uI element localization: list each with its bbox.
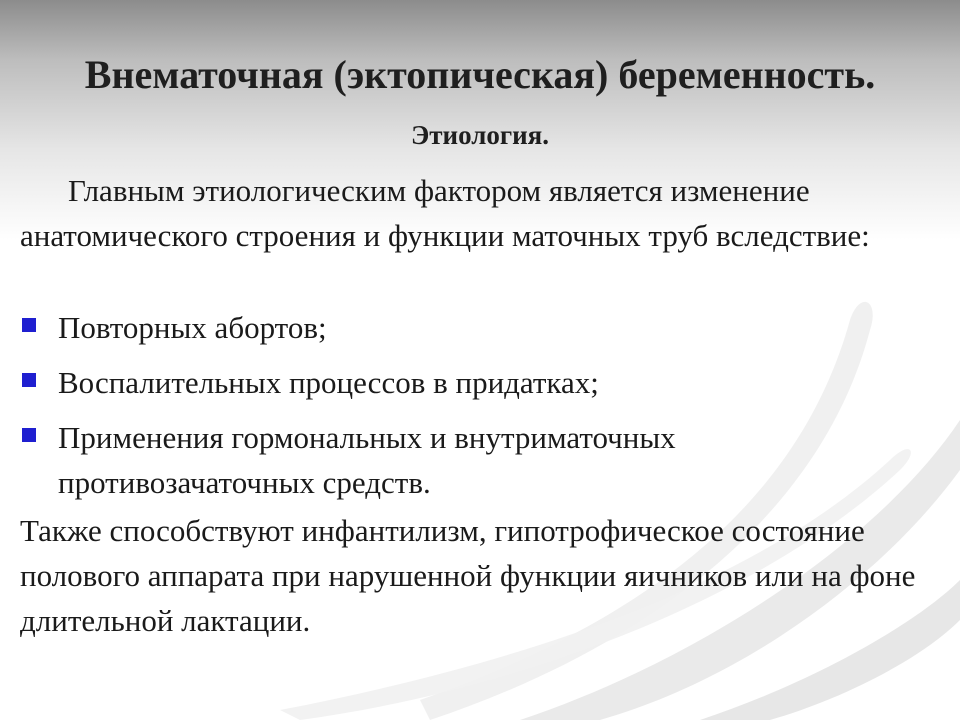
square-bullet-icon xyxy=(22,318,36,332)
outro-paragraph: Также способствуют инфантилизм, гипотрофическое состояние полового аппарата при нарушенной функции яичников или на фоне длительной лактации. xyxy=(20,513,916,638)
bullet-text: Применения гормональных и внутриматочных противозачаточных средств. xyxy=(58,420,676,500)
square-bullet-icon xyxy=(22,428,36,442)
slide-title: Внематочная (эктопическая) беременность. xyxy=(84,52,876,97)
bullet-text: Повторных абортов; xyxy=(58,310,327,345)
bullet-text: Воспалительных процессов в придатках; xyxy=(58,365,599,400)
slide-subtitle: Этиология. xyxy=(410,120,550,150)
bullet-item xyxy=(20,305,940,350)
intro-paragraph: Главным этиологическим фактором является изменение анатомического строения и функции маточных труб вследствие: xyxy=(20,173,870,253)
bullet-list xyxy=(20,305,940,515)
bullet-item xyxy=(20,415,940,505)
square-bullet-icon xyxy=(22,373,36,387)
bullet-item xyxy=(20,360,940,405)
